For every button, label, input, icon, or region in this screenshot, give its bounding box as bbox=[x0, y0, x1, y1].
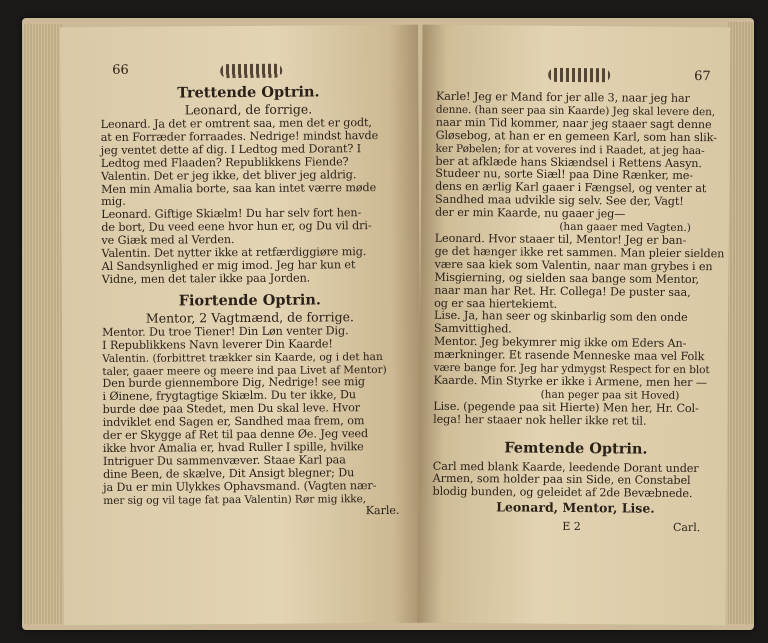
text-line: Studeer nu, sorte Siæl! paa Dine Rænker, me- bbox=[435, 167, 694, 183]
text-line: mer sig og vil tage fat paa Valentin) Rør mig ikke, bbox=[103, 492, 367, 507]
text-line: de bort, Du veed eene hvor hun er, og Du vil dri- bbox=[101, 219, 372, 235]
page-number-left: 66 bbox=[112, 62, 129, 78]
ornament-right bbox=[548, 68, 610, 83]
stage-direction: (han peger paa sit Hoved) bbox=[540, 388, 680, 402]
text-line: I Republikkens Navn leverer Din Kaarde! bbox=[102, 337, 333, 352]
left-page-body bbox=[100, 83, 399, 520]
right-page bbox=[417, 25, 730, 626]
text-line: indviklet end Sagen er, Sandhed maa frem, om bbox=[102, 414, 365, 430]
text-line: ja Du er min Ulykkes Ophavsmand. (Vagten nær- bbox=[103, 478, 377, 494]
page-edges-right bbox=[728, 22, 754, 624]
text-line: dens en ærlig Karl gaaer i Fængsel, og venter at bbox=[435, 180, 707, 196]
text-line: Leonard. Ja det er omtrent saa, men det er godt, bbox=[100, 116, 372, 131]
text-line: der er min Kaarde, nu gaaer jeg— bbox=[434, 205, 626, 221]
text-line: ker Pøbelen; for at voveres ind i Raadet, at jeg haa- bbox=[435, 142, 705, 157]
text-line: ber at afklæde hans Skiændsel i Rettens Aasyn. bbox=[435, 154, 702, 170]
text-line: denne. (han seer paa sin Kaarde) Jeg skal levere den, bbox=[435, 103, 716, 119]
text-line: mig. bbox=[101, 195, 126, 209]
text-line: Lise. (pegende paa sit Hierte) Men her, Hr. Col- bbox=[433, 399, 699, 415]
text-line: Leonard. Hvor staaer til, Mentor! Jeg er ban- bbox=[434, 231, 687, 247]
text-line: naar man har Ret. Hr. Collega! De puster saa, bbox=[434, 283, 691, 299]
text-line: være saa kiek som Valentin, naar man grybes i en bbox=[434, 257, 713, 273]
text-line: Gløsebog, at han er en gemeen Karl, som han slik- bbox=[435, 128, 717, 144]
text-line: ge det hænger ikke ret sammen. Man pleier sielden bbox=[434, 244, 725, 261]
text-line: Mentor. Du troe Tiener! Din Løn venter Dig. bbox=[102, 324, 349, 339]
text-line: Samvittighed. bbox=[433, 322, 512, 336]
stage-direction: Valentin. (forbittret trækker sin Kaarde, og i det han bbox=[102, 350, 383, 365]
text-line: Mentor. Jeg bekymrer mig ikke om Eders An- bbox=[433, 334, 687, 351]
text-line: Al Sandsynlighed er mig imod. Jeg har kun et bbox=[101, 258, 356, 273]
text-line: Misgierning, og sielden saa bange som Mentor, bbox=[434, 270, 700, 286]
text-line: jeg ventet dette af dig. I Ledtog med Dorant? I bbox=[100, 141, 362, 157]
open-book bbox=[22, 18, 754, 630]
text-line: Leonard. Giftige Skiælm! Du har selv fort hen- bbox=[101, 206, 362, 222]
text-line: Valentin. Det nytter ikke at retfærdiggiøre mig. bbox=[101, 245, 367, 261]
text-line: ikke hvor Amalia er, hvad Ruller I spille, hvilke bbox=[102, 440, 364, 455]
stage-direction: taler, gaaer meere og meere ind paa Livet af Mentor) bbox=[102, 363, 387, 378]
left-page bbox=[60, 25, 422, 625]
text-line: Sandhed maa udvikle sig selv. See der, Vagt! bbox=[435, 193, 684, 209]
text-line: blodig bunden, og geleidet af 2de Bevæbnede. bbox=[432, 485, 693, 501]
scene-15-title: Femtende Optrin. bbox=[504, 438, 648, 458]
text-line: og er saa hiertekiemt. bbox=[434, 296, 558, 311]
text-line: Men min Amalia borte, saa kan intet værre møde bbox=[101, 180, 377, 196]
text-line: i Øinene, frygtagtige Skiælm. Du ter ikke, Du bbox=[102, 388, 357, 404]
text-line: dine Been, de skælve, Dit Ansigt blegner; Du bbox=[102, 465, 355, 481]
text-line: Vidne, men det taler ikke paa Jorden. bbox=[101, 271, 311, 286]
page-edges-left bbox=[22, 24, 62, 624]
text-line: Carl med blank Kaarde, leedende Dorant under bbox=[432, 459, 699, 475]
text-line: ve Giæk med al Verden. bbox=[101, 233, 235, 248]
right-page-body bbox=[432, 89, 725, 538]
text-line: Den burde giennembore Dig, Nedrige! see mig bbox=[102, 375, 366, 391]
scene-13-cast: Leonard, de forrige. bbox=[184, 101, 313, 118]
text-line: Intriguer Du sammenvæver. Staae Karl paa bbox=[102, 453, 346, 468]
ornament-left bbox=[220, 64, 282, 78]
page-number-right: 67 bbox=[694, 69, 711, 85]
text-line: naar min Tid kommer, naar jeg staaer sagt denne bbox=[435, 115, 712, 132]
scene-14-cast: Mentor, 2 Vagtmænd, de forrige. bbox=[145, 308, 355, 326]
text-line: burde døe paa Stedet, men Du skal leve. Hvor bbox=[102, 401, 361, 417]
text-line: Armen, som holder paa sin Side, en Constabel bbox=[432, 472, 691, 488]
text-line: Valentin. Det er jeg ikke, det bliver jeg aldrig. bbox=[100, 167, 357, 183]
text-line: Karle! Jeg er Mand for jer alle 3, naar jeg har bbox=[435, 89, 690, 106]
text-line: Kaarde. Min Styrke er ikke i Armene, men her — bbox=[433, 373, 707, 390]
text-line: der er Skygge af Ret til paa denne Øe. Jeg veed bbox=[102, 427, 369, 442]
scene-15-names: Leonard, Mentor, Lise. bbox=[496, 499, 655, 516]
text-line: Lise. Ja, han seer og skinbarlig som den onde bbox=[434, 309, 688, 325]
text-line: være bange for. Jeg har ydmygst Respect for en blot bbox=[433, 361, 710, 377]
stage-direction: (han gaaer med Vagten.) bbox=[559, 220, 691, 235]
scene-14-title: Fiortende Optrin. bbox=[178, 291, 321, 310]
text-line: Ledtog med Flaaden? Republikkens Fiende? bbox=[100, 154, 349, 170]
text-line: mærkninger. Et rasende Menneske maa vel Folk bbox=[433, 347, 705, 364]
catchword-right: Carl. bbox=[672, 521, 701, 535]
scene-13-title: Trettende Optrin. bbox=[177, 83, 320, 102]
catchword-left: Karle. bbox=[365, 504, 400, 518]
signature-mark: E 2 bbox=[562, 520, 581, 534]
text-line: at en Forræder forraades. Nedrige! mindst havde bbox=[100, 128, 379, 144]
text-line: lega! her staaer nok heller ikke ret til. bbox=[433, 412, 647, 428]
